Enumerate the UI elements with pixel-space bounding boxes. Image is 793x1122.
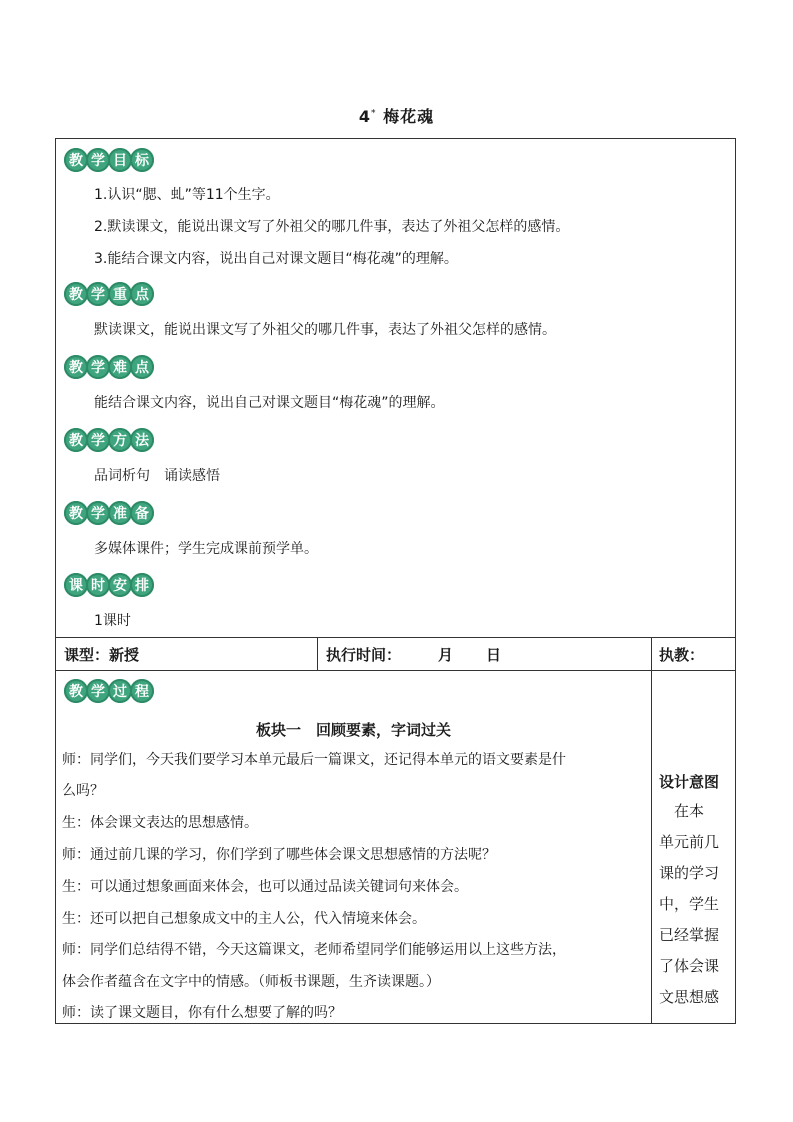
badge-char: 教: [64, 679, 88, 703]
dialogue-line: 师：同学们总结得不错，今天这篇课文，老师希望同学们能够运用以上这些方法，: [62, 942, 566, 958]
badge-char: 程: [130, 679, 154, 703]
key-point-line: 默读课文，能说出课文写了外祖父的哪几件事，表达了外祖父怎样的感情。: [94, 322, 556, 338]
badge-char: 学: [86, 501, 110, 525]
design-intent-title: 设计意图: [659, 773, 720, 791]
teacher-label: 执教：: [659, 646, 705, 664]
badge-char: 排: [130, 573, 154, 597]
badge-char: 点: [130, 282, 154, 306]
badge-char: 学: [86, 355, 110, 379]
badge-char: 法: [130, 428, 154, 452]
col-divider: [651, 637, 652, 670]
badge-char: 教: [64, 501, 88, 525]
page-title: [0, 104, 793, 127]
row-divider: [56, 637, 735, 638]
badge-char: 难: [108, 355, 132, 379]
lesson-name: 梅花魂: [383, 107, 435, 126]
goal-line: 1.认识“腮、虬”等11个生字。: [94, 187, 280, 203]
day-label: 日: [486, 646, 502, 664]
design-intent-line: 了体会课: [659, 957, 720, 975]
lesson-mark: *: [371, 108, 377, 119]
lesson-type: 课型：新授: [64, 646, 140, 664]
badge-char: 学: [86, 679, 110, 703]
design-intent-line: 在本: [659, 802, 705, 820]
design-intent-line: 课的学习: [659, 864, 720, 882]
row-divider: [56, 670, 735, 671]
badge-char: 学: [86, 282, 110, 306]
badge-char: 教: [64, 355, 88, 379]
dialogue-line: 师：通过前几课的学习，你们学到了哪些体会课文思想感情的方法呢？: [62, 847, 496, 863]
lesson-plan-table: [55, 138, 736, 1024]
badge-char: 准: [108, 501, 132, 525]
dialogue-line: 师：同学们，今天我们要学习本单元最后一篇课文，还记得本单元的语文要素是什: [62, 752, 566, 768]
badge-char: 目: [108, 148, 132, 172]
block-title: 板块一 回顾要素，字词过关: [255, 721, 451, 739]
month-label: 月: [438, 646, 454, 664]
badge-teaching-goals: [64, 148, 152, 172]
badge-key-points: [64, 282, 152, 306]
design-intent-line: 文思想感: [659, 988, 720, 1006]
dialogue-line: 体会作者蕴含在文字中的情感。（师板书课题，生齐读课题。）: [62, 974, 440, 990]
time-label: 执行时间：: [326, 646, 402, 664]
badge-char: 教: [64, 428, 88, 452]
design-intent-line: 中，学生: [659, 895, 720, 913]
design-intent-line: 已经掌握: [659, 926, 720, 944]
badge-char: 时: [86, 573, 110, 597]
col-divider: [317, 637, 318, 670]
goal-line: 2.默读课文，能说出课文写了外祖父的哪几件事，表达了外祖父怎样的感情。: [94, 219, 570, 235]
badge-preparation: [64, 501, 152, 525]
design-intent-text: [659, 796, 719, 1013]
dialogue-line: 生：体会课文表达的思想感情。: [62, 815, 258, 831]
difficulty-line: 能结合课文内容，说出自己对课文题目“梅花魂”的理解。: [94, 395, 445, 411]
badge-char: 备: [130, 501, 154, 525]
badge-char: 教: [64, 148, 88, 172]
badge-char: 课: [64, 573, 88, 597]
dialogue-line: 么吗？: [62, 783, 104, 799]
badge-difficulties: [64, 355, 152, 379]
badge-methods: [64, 428, 152, 452]
badge-char: 方: [108, 428, 132, 452]
preparation-line: 多媒体课件；学生完成课前预学单。: [94, 541, 318, 557]
badge-char: 安: [108, 573, 132, 597]
design-intent-line: 单元前几: [659, 833, 720, 851]
badge-char: 过: [108, 679, 132, 703]
schedule-line: 1课时: [94, 613, 131, 629]
badge-char: 学: [86, 148, 110, 172]
badge-schedule: [64, 573, 152, 597]
badge-char: 点: [130, 355, 154, 379]
badge-process: [64, 679, 152, 703]
goal-line: 3.能结合课文内容，说出自己对课文题目“梅花魂”的理解。: [94, 251, 458, 267]
dialogue-line: 师：读了课文题目，你有什么想要了解的吗？: [62, 1005, 342, 1021]
lesson-number: 4: [358, 107, 372, 126]
badge-char: 标: [130, 148, 154, 172]
badge-char: 重: [108, 282, 132, 306]
method-line: 品词析句 诵读感悟: [94, 468, 220, 484]
badge-char: 学: [86, 428, 110, 452]
dialogue-line: 生：可以通过想象画面来体会，也可以通过品读关键词句来体会。: [62, 879, 468, 895]
col-divider: [651, 670, 652, 1024]
dialogue-line: 生：还可以把自己想象成文中的主人公，代入情境来体会。: [62, 911, 426, 927]
badge-char: 教: [64, 282, 88, 306]
